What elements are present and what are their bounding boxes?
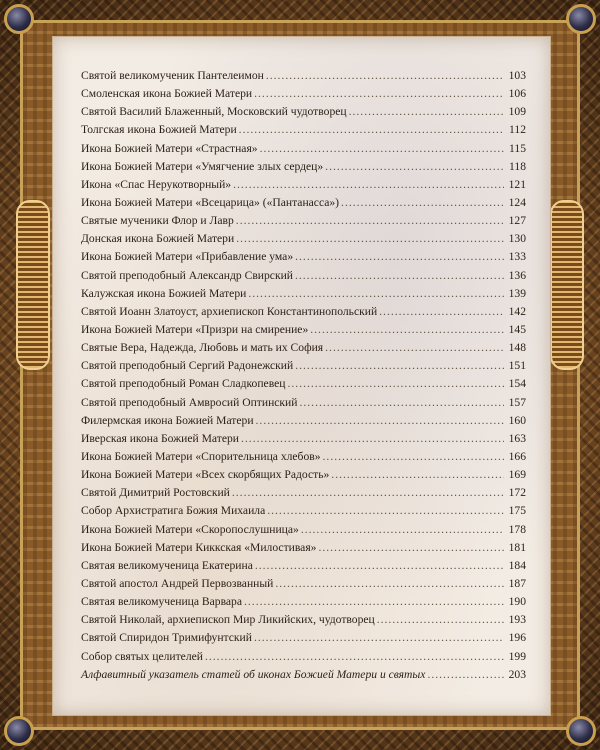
toc-entry-page-number: 157 xyxy=(508,395,526,409)
toc-leader-dots xyxy=(310,323,504,336)
toc-leader-dots xyxy=(331,468,504,481)
toc-leader-dots xyxy=(267,504,504,517)
toc-entry-title: Святой преподобный Роман Сладкопевец xyxy=(81,377,286,391)
toc-entry-page-number: 190 xyxy=(508,595,526,609)
toc-entry-title: Икона Божией Матери «Скоропослушница» xyxy=(81,522,299,536)
toc-entry[interactable] xyxy=(81,414,526,432)
toc-entry-title: Икона Божией Матери «Страстная» xyxy=(81,141,258,155)
toc-entry[interactable] xyxy=(81,323,526,341)
corner-gem-icon xyxy=(566,4,596,34)
toc-entry[interactable] xyxy=(81,142,526,160)
toc-entry-title: Святой Иоанн Златоуст, архиепископ Константинопольский xyxy=(81,304,378,318)
toc-entry-page-number: 160 xyxy=(508,413,526,427)
toc-entry-page-number: 130 xyxy=(508,232,526,246)
toc-entry-page-number: 112 xyxy=(509,123,526,137)
corner-gem-icon xyxy=(4,716,34,746)
toc-entry[interactable] xyxy=(81,178,526,196)
toc-entry[interactable] xyxy=(81,559,526,577)
toc-entry-page-number: 109 xyxy=(508,105,526,119)
toc-entry[interactable] xyxy=(81,214,526,232)
toc-entry-page-number: 115 xyxy=(509,141,526,155)
toc-entry-page-number: 151 xyxy=(508,359,526,373)
toc-leader-dots xyxy=(427,668,504,681)
toc-entry-title: Калужская икона Божией Матери xyxy=(81,286,247,300)
toc-entry-page-number: 178 xyxy=(508,522,526,536)
toc-entry-page-number: 133 xyxy=(508,250,526,264)
toc-entry-page-number: 142 xyxy=(508,304,526,318)
toc-entry-page-number: 118 xyxy=(509,159,526,173)
toc-leader-dots xyxy=(260,142,504,155)
toc-leader-dots xyxy=(248,287,504,300)
toc-leader-dots xyxy=(236,232,504,245)
corner-gem-icon xyxy=(4,4,34,34)
toc-entry-page-number: 169 xyxy=(508,468,526,482)
toc-leader-dots xyxy=(379,305,504,318)
toc-entry[interactable] xyxy=(81,377,526,395)
toc-entry-title: Филермская икона Божией Матери xyxy=(81,413,254,427)
toc-entry[interactable] xyxy=(81,631,526,649)
toc-entry[interactable] xyxy=(81,269,526,287)
toc-entry-page-number: 154 xyxy=(508,377,526,391)
toc-entry[interactable] xyxy=(81,504,526,522)
toc-leader-dots xyxy=(341,196,504,209)
toc-leader-dots xyxy=(275,577,504,590)
toc-leader-dots xyxy=(239,123,504,136)
toc-entry-page-number: 166 xyxy=(508,449,526,463)
toc-leader-dots xyxy=(325,160,504,173)
toc-entry-page-number: 181 xyxy=(508,540,526,554)
toc-entry[interactable] xyxy=(81,87,526,105)
toc-entry-title: Святая великомученица Екатерина xyxy=(81,558,253,572)
toc-leader-dots xyxy=(295,269,504,282)
toc-entry-page-number: 127 xyxy=(508,214,526,228)
side-ornament-right xyxy=(550,200,584,370)
toc-leader-dots xyxy=(241,432,504,445)
toc-entry-title: Донская икона Божией Матери xyxy=(81,232,235,246)
toc-entry[interactable] xyxy=(81,577,526,595)
toc-leader-dots xyxy=(232,486,504,499)
toc-entry-page-number: 163 xyxy=(508,431,526,445)
toc-entry[interactable] xyxy=(81,668,526,686)
toc-entry-title: Святой Спиридон Тримифунтский xyxy=(81,631,252,645)
toc-entry-page-number: 103 xyxy=(508,69,526,82)
toc-entry-page-number: 106 xyxy=(508,87,526,101)
toc-entry[interactable] xyxy=(81,196,526,214)
side-ornament-left xyxy=(16,200,50,370)
toc-leader-dots xyxy=(318,541,504,554)
toc-entry-title: Святые мученики Флор и Лавр xyxy=(81,214,234,228)
toc-leader-dots xyxy=(299,396,504,409)
toc-entry[interactable] xyxy=(81,541,526,559)
toc-entry-page-number: 136 xyxy=(508,268,526,282)
toc-leader-dots xyxy=(301,523,504,536)
toc-entry-title: Святой Василий Блаженный, Московский чудотворец xyxy=(81,105,347,119)
toc-entry-title: Святой преподобный Александр Свирский xyxy=(81,268,293,282)
toc-entry-title: Святой Николай, архиепископ Мир Ликийских, чудотворец xyxy=(81,613,375,627)
toc-entry-title: Святой великомученик Пантелеимон xyxy=(81,69,264,82)
toc-leader-dots xyxy=(254,631,504,644)
toc-leader-dots xyxy=(254,87,504,100)
toc-entry-page-number: 175 xyxy=(508,504,526,518)
toc-entry[interactable] xyxy=(81,232,526,250)
toc-leader-dots xyxy=(349,105,504,118)
toc-entry-title: Святые Вера, Надежда, Любовь и мать их София xyxy=(81,341,324,355)
toc-entry-title: Икона Божией Матери «Призри на смирение» xyxy=(81,322,309,336)
toc-entry-page-number: 124 xyxy=(508,195,526,209)
toc-entry[interactable] xyxy=(81,468,526,486)
toc-entry[interactable] xyxy=(81,613,526,631)
toc-entry-title: Икона Божией Матери «Прибавление ума» xyxy=(81,250,294,264)
toc-entry-page-number: 187 xyxy=(508,576,526,590)
toc-entry-page-number: 196 xyxy=(508,631,526,645)
toc-entry-page-number: 193 xyxy=(508,613,526,627)
toc-entry-title: Икона Божией Матери «Всецарица» («Пантанасса») xyxy=(81,195,340,209)
toc-page xyxy=(52,36,551,716)
toc-leader-dots xyxy=(295,359,504,372)
toc-leader-dots xyxy=(377,613,504,626)
toc-leader-dots xyxy=(236,214,504,227)
toc-entry[interactable] xyxy=(81,486,526,504)
toc-leader-dots xyxy=(266,69,504,82)
toc-entry[interactable] xyxy=(81,123,526,141)
toc-entry[interactable] xyxy=(81,287,526,305)
toc-entry-title: Святой преподобный Сергий Радонежский xyxy=(81,359,294,373)
corner-gem-icon xyxy=(566,716,596,746)
toc-entry-title: Алфавитный указатель статей об иконах Божией Матери и святых xyxy=(81,667,426,681)
toc-entry[interactable] xyxy=(81,595,526,613)
toc-entry-title: Икона «Спас Нерукотворный» xyxy=(81,177,232,191)
toc-leader-dots xyxy=(205,650,504,663)
toc-entry[interactable] xyxy=(81,105,526,123)
toc-entry-title: Собор Архистратига Божия Михаила xyxy=(81,504,266,518)
toc-entry[interactable] xyxy=(81,305,526,323)
toc-leader-dots xyxy=(325,341,504,354)
toc-leader-dots xyxy=(244,595,504,608)
toc-entry-title: Смоленская икона Божией Матери xyxy=(81,87,253,101)
toc-leader-dots xyxy=(256,414,504,427)
toc-entry-title: Толгская икона Божией Матери xyxy=(81,123,237,137)
toc-entry-page-number: 184 xyxy=(508,558,526,572)
toc-entry[interactable] xyxy=(81,523,526,541)
toc-entry[interactable] xyxy=(81,160,526,178)
toc-entry-page-number: 199 xyxy=(508,649,526,663)
toc-entry[interactable] xyxy=(81,432,526,450)
toc-entry-title: Святая великомученица Варвара xyxy=(81,595,242,609)
toc-leader-dots xyxy=(287,377,504,390)
toc-leader-dots xyxy=(255,559,504,572)
toc-entry-title: Иверская икона Божией Матери xyxy=(81,431,239,445)
toc-entry-title: Собор святых целителей xyxy=(81,649,203,663)
table-of-contents xyxy=(81,69,526,686)
toc-entry[interactable] xyxy=(81,341,526,359)
toc-entry-title: Икона Божией Матери Киккская «Милостивая» xyxy=(81,540,317,554)
toc-entry-title: Святой преподобный Амвросий Оптинский xyxy=(81,395,298,409)
toc-entry-page-number: 203 xyxy=(508,667,526,681)
toc-entry[interactable] xyxy=(81,359,526,377)
toc-entry[interactable] xyxy=(81,650,526,668)
toc-entry[interactable] xyxy=(81,396,526,414)
toc-entry[interactable] xyxy=(81,250,526,268)
toc-entry-title: Святой апостол Андрей Первозванный xyxy=(81,576,274,590)
toc-entry-title: Святой Димитрий Ростовский xyxy=(81,486,230,500)
toc-leader-dots xyxy=(295,250,504,263)
toc-entry-page-number: 121 xyxy=(508,177,526,191)
toc-entry-title: Икона Божией Матери «Всех скорбящих Радость» xyxy=(81,468,330,482)
toc-entry[interactable] xyxy=(81,450,526,468)
toc-entry-page-number: 148 xyxy=(508,341,526,355)
toc-entry-page-number: 172 xyxy=(508,486,526,500)
toc-entry-title: Икона Божией Матери «Спорительница хлебов» xyxy=(81,449,321,463)
toc-leader-dots xyxy=(233,178,504,191)
toc-entry[interactable] xyxy=(81,69,526,87)
toc-entry-page-number: 145 xyxy=(508,322,526,336)
toc-entry-page-number: 139 xyxy=(508,286,526,300)
toc-leader-dots xyxy=(323,450,504,463)
toc-entry-title: Икона Божией Матери «Умягчение злых сердец» xyxy=(81,159,324,173)
